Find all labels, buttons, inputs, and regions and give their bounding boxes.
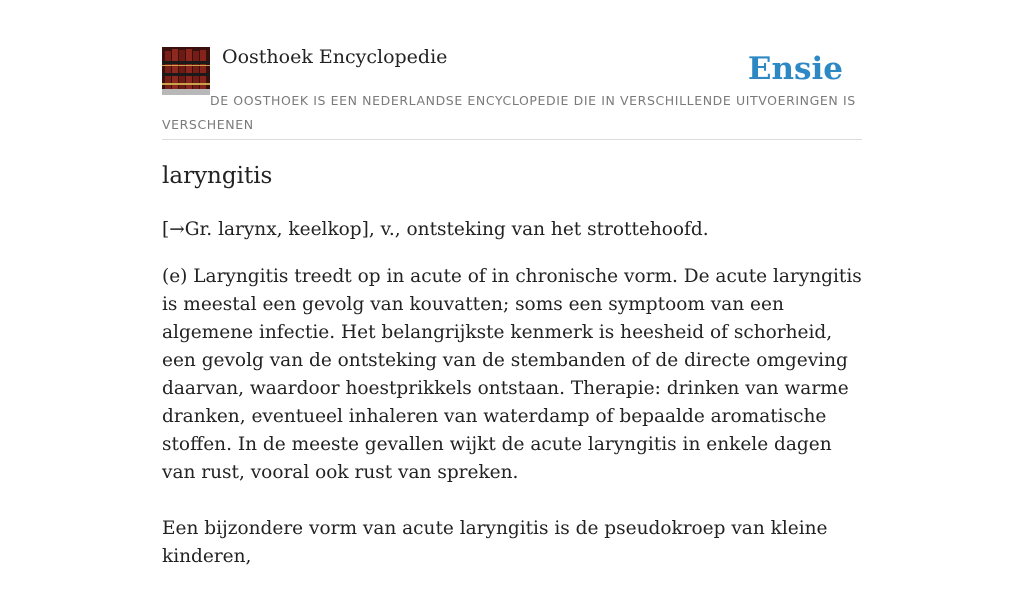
entry-title: laryngitis [162,163,273,189]
entry-paragraph: (e) Laryngitis treedt op in acute of in chronische vorm. De acute laryngitis is meestal een gevolg van kouvatten; soms een symptoom van een algemene infectie. Het belangrijkste kenmerk is heesheid of schorheid, een gevolg van de ontsteking van de stembanden of de directe omgeving daarvan, waardoor hoestprikkels ontstaan. Therapie: drinken van warme dranken, eventueel inhaleren van waterdamp of bepaalde aromatische stoffen. In de meeste gevallen wijkt de acute laryngitis in enkele dagen van rust, vooral ook rust van spreken. [162,266,862,483]
brand-logo[interactable]: Ensie [747,51,843,87]
page [162,0,862,567]
publication-header [162,0,862,140]
book-spines-icon [162,47,210,95]
publication-tagline: DE OOSTHOEK IS EEN NEDERLANDSE ENCYCLOPEDIE DIE IN VERSCHILLENDE UITVOERINGEN IS VERSCHENEN [162,93,856,132]
publication-name[interactable]: Oosthoek Encyclopedie [222,46,448,68]
entry-etymology: [→Gr. larynx, keelkop], v., ontsteking van het strottehoofd. [162,219,709,240]
entry-body [162,263,862,599]
entry-paragraph: Een bijzondere vorm van acute laryngitis is de pseudokroep van kleine kinderen, [162,518,828,567]
publication-avatar[interactable] [162,47,210,95]
